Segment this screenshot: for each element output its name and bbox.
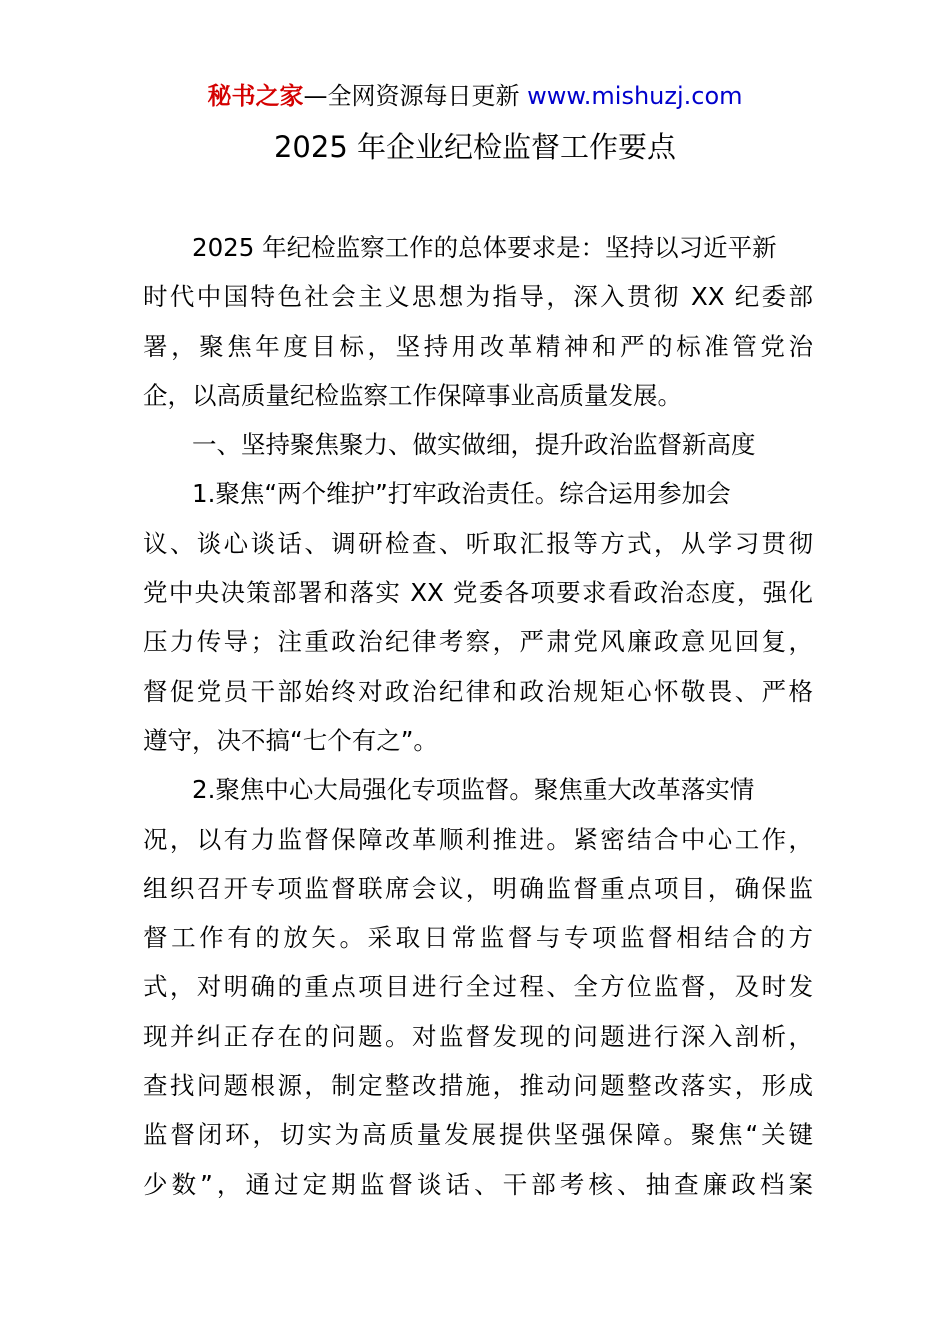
- paragraph-line: 企，以高质量纪检监察工作保障事业高质量发展。: [143, 380, 682, 410]
- paragraph-line: 2025 年纪检监察工作的总体要求是：坚持以习近平新: [192, 233, 777, 262]
- document-title: 2025 年企业纪检监督工作要点: [273, 130, 677, 164]
- paragraph-line: 现并纠正存在的问题。对监督发现的问题进行深入剖析，: [143, 1021, 813, 1051]
- paragraph-line: 压力传导；注重政治纪律考察，严肃党风廉政意见回复，: [143, 627, 813, 657]
- site-header: [0, 80, 950, 112]
- paragraph-line: 2.聚焦中心大局强化专项监督。聚焦重大改革落实情: [192, 775, 755, 805]
- paragraph-line: 遵守，决不搞“七个有之”。: [143, 725, 438, 755]
- paragraph-line: 少数”，通过定期监督谈话、干部考核、抽查廉政档案: [143, 1169, 813, 1199]
- paragraph-line: 监督闭环，切实为高质量发展提供坚强保障。聚焦“关键: [143, 1120, 813, 1150]
- site-url-link[interactable]: www.mishuzj.com: [527, 82, 743, 110]
- paragraph-line: 查找问题根源，制定整改措施，推动问题整改落实，形成: [143, 1071, 813, 1101]
- paragraph-line: 时代中国特色社会主义思想为指导，深入贯彻 XX 纪委部: [143, 282, 813, 312]
- section-heading: 一、坚持聚焦聚力、做实做细，提升政治监督新高度: [192, 430, 756, 460]
- paragraph-line: 议、谈心谈话、调研检查、听取汇报等方式，从学习贯彻: [143, 528, 813, 558]
- header-tagline: —全网资源每日更新: [303, 82, 528, 110]
- paragraph-line: 督工作有的放矢。采取日常监督与专项监督相结合的方: [143, 923, 813, 953]
- paragraph-line: 1.聚焦“两个维护”打牢政治责任。综合运用参加会: [192, 479, 731, 509]
- paragraph-line: 督促党员干部始终对政治纪律和政治规矩心怀敬畏、严格: [143, 676, 813, 706]
- paragraph-line: 式，对明确的重点项目进行全过程、全方位监督，及时发: [143, 972, 813, 1002]
- paragraph-line: 组织召开专项监督联席会议，明确监督重点项目，确保监: [143, 873, 813, 903]
- document-body: [143, 223, 813, 1209]
- paragraph-line: 党中央决策部署和落实 XX 党委各项要求看政治态度，强化: [143, 578, 813, 608]
- brand-name: 秘书之家: [207, 82, 304, 110]
- paragraph-line: 署，聚焦年度目标，坚持用改革精神和严的标准管党治: [143, 331, 813, 361]
- paragraph-line: 况，以有力监督保障改革顺利推进。紧密结合中心工作，: [143, 824, 813, 854]
